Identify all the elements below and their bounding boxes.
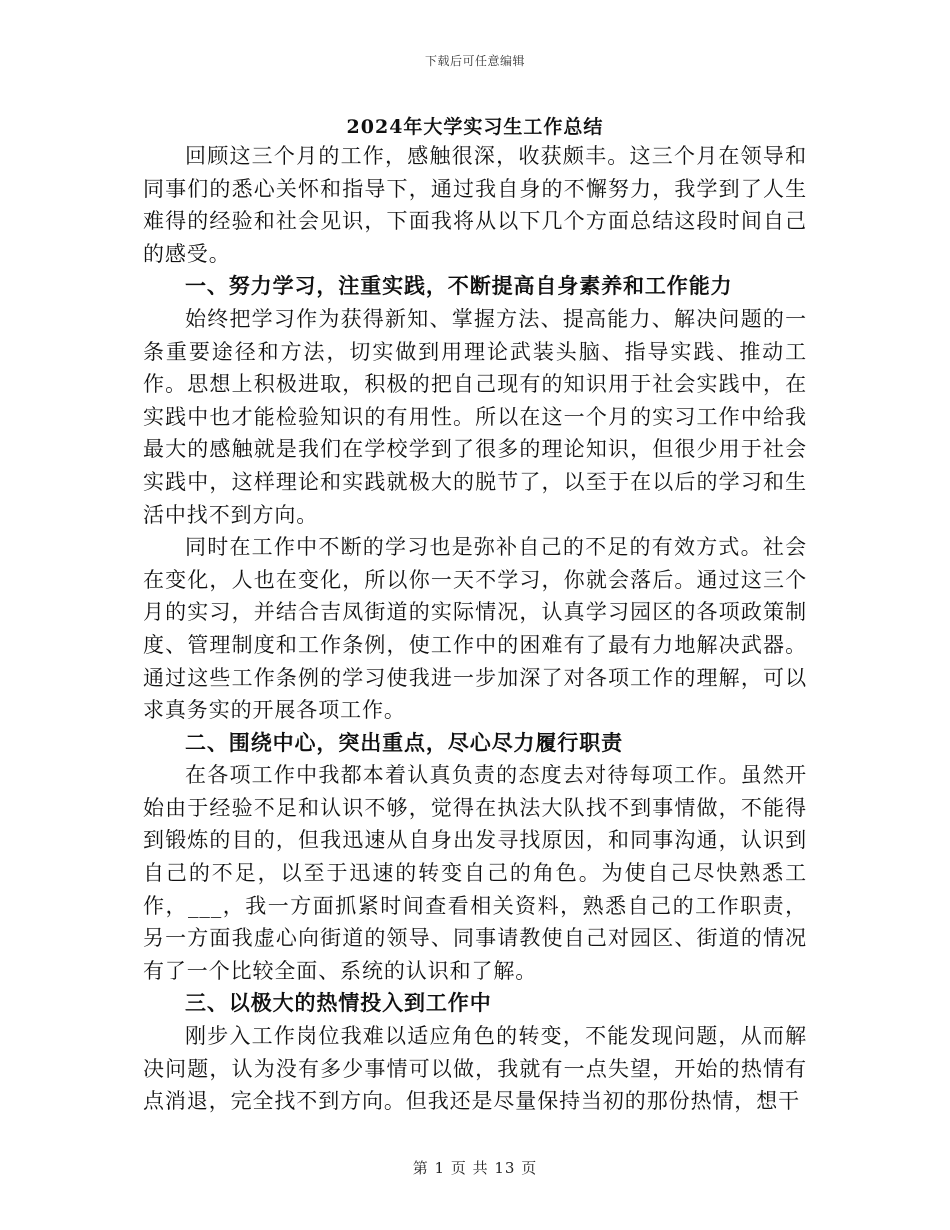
body-paragraph: 同时在工作中不断的学习也是弥补自己的不足的有效方式。社会在变化，人也在变化，所以你一天不学习，你就会落后。通过这三个月的实习，并结合吉凤街道的实际情况，认真学习园区的各项政策制度、管理制度和工作条例，使工作中的困难有了最有力地解决武器。通过这些工作条例的学习使我进一步加深了对各项工作的理解，可以求真务实的开展各项工作。 [143,535,807,723]
section-heading-1: 一、努力学习，注重实践，不断提高自身素养和工作能力 [185,273,733,299]
intro-paragraph: 回顾这三个月的工作，感触很深，收获颇丰。这三个月在领导和同事们的悉心关怀和指导下，通过我自身的不懈努力，我学到了人生难得的经验和社会见识，下面我将从以下几个方面总结这段时间自己的感受。 [143,144,807,266]
page-header-note: 下载后可任意编辑 [424,54,525,68]
body-paragraph: 始终把学习作为获得新知、掌握方法、提高能力、解决问题的一条重要途径和方法，切实做到用理论武装头脑、指导实践、推动工作。思想上积极进取，积极的把自己现有的知识用于社会实践中，在实践中也才能检验知识的有用性。所以在这一个月的实习工作中给我最大的感触就是我们在学校学到了很多的理论知识，但很少用于社会实践中，这样理论和实践就极大的脱节了，以至于在以后的学习和生活中找不到方向。 [143,306,807,527]
body-paragraph: 刚步入工作岗位我难以适应角色的转变，不能发现问题，从而解决问题，认为没有多少事情可以做，我就有一点失望，开始的热情有点消退，完全找不到方向。但我还是尽量保持当初的那份热情，想干 [143,1024,807,1114]
body-paragraph: 在各项工作中我都本着认真负责的态度去对待每项工作。虽然开始由于经验不足和认识不够，觉得在执法大队找不到事情做，不能得到锻炼的目的，但我迅速从自身出发寻找原因，和同事沟通，认识到自己的不足，以至于迅速的转变自己的角色。为使自己尽快熟悉工作，___，我一方面抓紧时间查看相关资料，熟悉自己的工作职责，另一方面我虚心向街道的领导、同事请教使自己对园区、街道的情况有了一个比较全面、系统的认识和了解。 [143,763,807,983]
section-heading-3: 三、以极大的热情投入到工作中 [185,990,492,1016]
page-number: 第 1 页 共 13 页 [412,1159,538,1177]
document-body [143,140,807,1118]
document-title: 2024年大学实习生工作总结 [346,116,604,138]
section-heading-2: 二、围绕中心，突出重点，尽心尽力履行职责 [185,729,623,755]
